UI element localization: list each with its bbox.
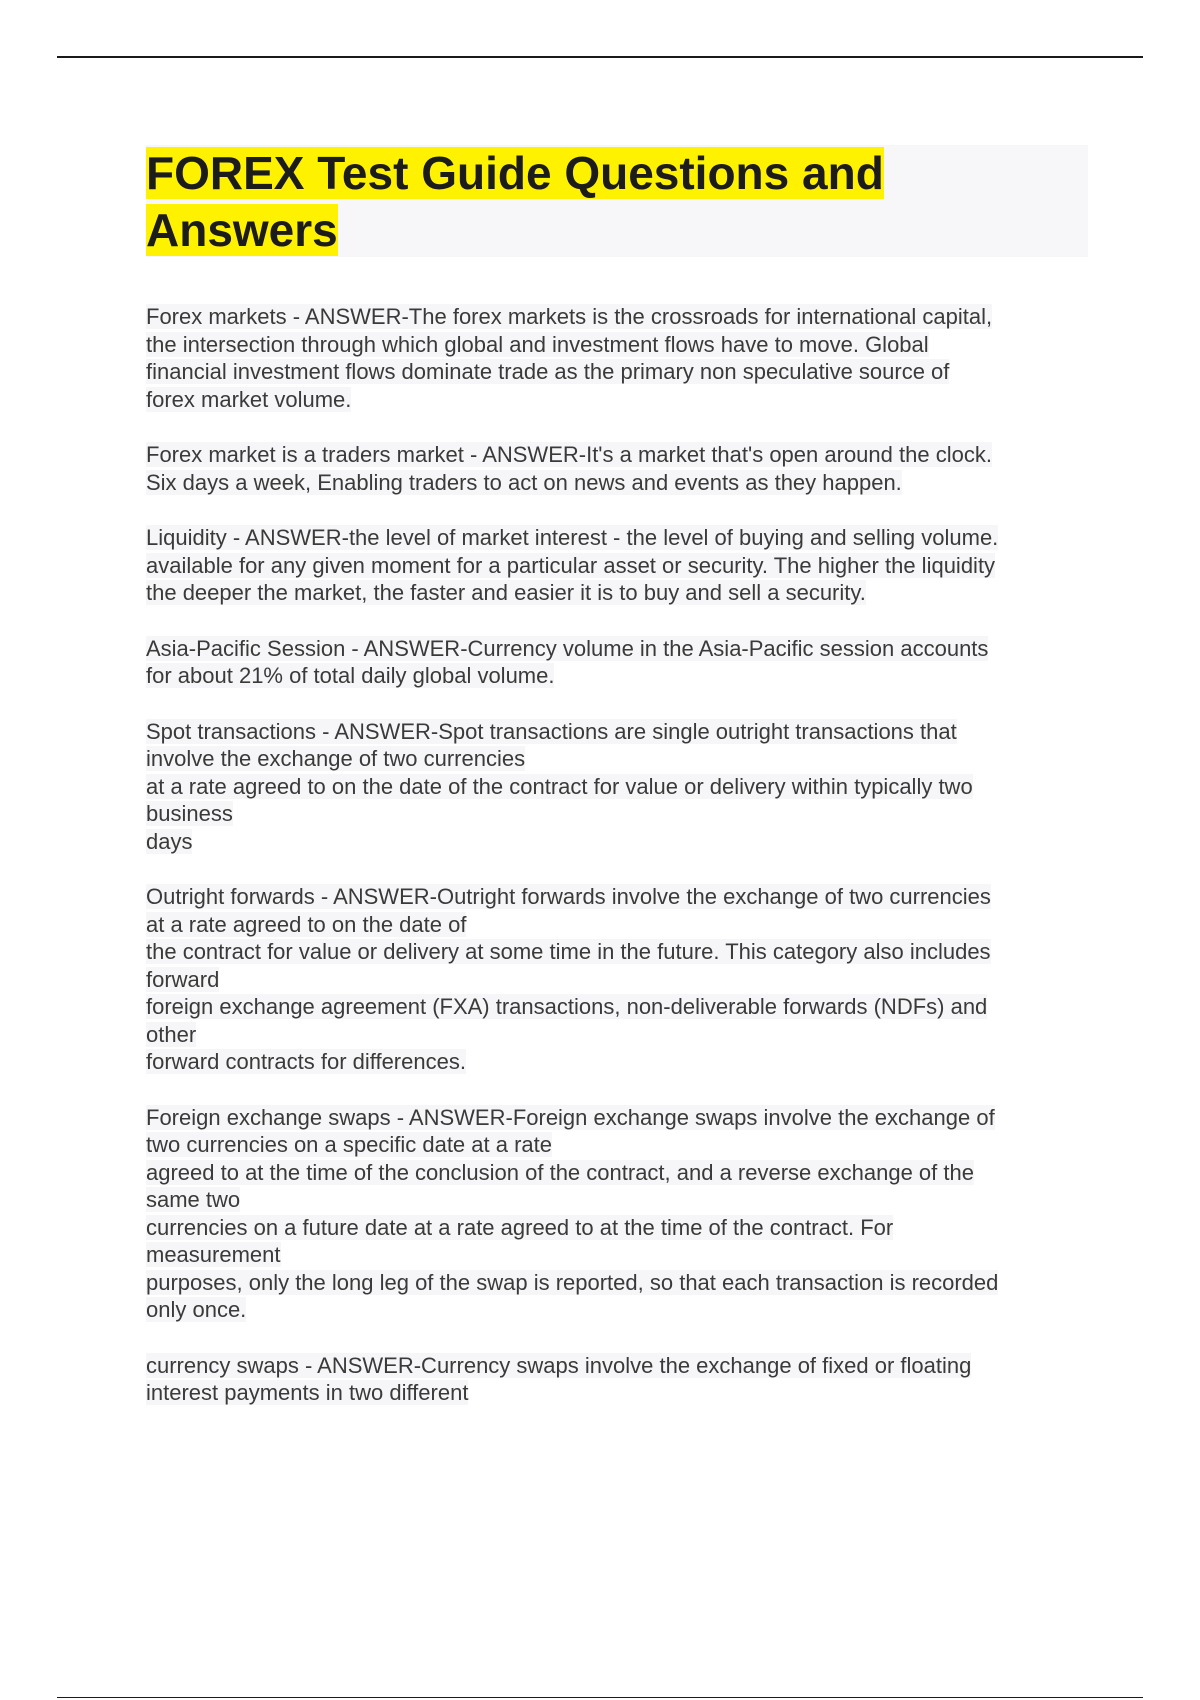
qa-line: currencies on a future date at a rate agreed to at the time of the contract. For — [146, 1214, 894, 1240]
qa-line: the contract for value or delivery at some time in the future. This category also includes — [146, 939, 991, 964]
qa-line: same two — [146, 1187, 241, 1212]
qa-line: Liquidity - ANSWER-the level of market interest - the level of buying and selling volume. — [146, 525, 999, 550]
qa-line: Forex market is a traders market - ANSWER-It's a market that's open around the clock. — [146, 442, 992, 467]
qa-entry-outright-forwards — [146, 883, 1096, 1076]
qa-line: at a rate agreed to on the date of — [146, 911, 467, 937]
qa-line: Forex markets - ANSWER-The forex markets is the crossroads for international capital, — [146, 304, 993, 329]
qa-line: interest payments in two different — [146, 1380, 469, 1405]
qa-line: forex market volume. — [146, 386, 352, 412]
qa-line: Outright forwards - ANSWER-Outright forwards involve the exchange of two currencies — [146, 884, 991, 909]
qa-line: days — [146, 828, 193, 854]
qa-line: business — [146, 801, 233, 826]
qa-line: measurement — [146, 1242, 281, 1267]
qa-line: Six days a week, Enabling traders to act on news and events as they happen. — [146, 469, 902, 495]
qa-entry-foreign-exchange-swaps — [146, 1104, 1096, 1324]
qa-entry-traders-market — [146, 441, 1096, 496]
qa-line: the intersection through which global and investment flows have to move. Global — [146, 331, 929, 357]
bottom-rule — [57, 1697, 1143, 1698]
qa-line: purposes, only the long leg of the swap is reported, so that each transaction is recorded — [146, 1269, 999, 1295]
qa-entry-liquidity — [146, 524, 1096, 607]
qa-line: the deeper the market, the faster and easier it is to buy and sell a security. — [146, 580, 866, 605]
qa-line: at a rate agreed to on the date of the contract for value or delivery within typically two — [146, 773, 973, 799]
qa-entry-forex-markets — [146, 303, 1096, 413]
top-rule — [57, 56, 1143, 58]
qa-line: foreign exchange agreement (FXA) transactions, non-deliverable forwards (NDFs) and — [146, 994, 988, 1019]
qa-line: only once. — [146, 1297, 247, 1322]
document-title — [146, 145, 1088, 259]
qa-entry-asia-pacific-session — [146, 635, 1096, 690]
qa-list — [146, 303, 1096, 1435]
qa-line: currency swaps - ANSWER-Currency swaps involve the exchange of fixed or floating — [146, 1352, 972, 1378]
title-block — [146, 145, 1088, 257]
qa-line: Foreign exchange swaps - ANSWER-Foreign exchange swaps involve the exchange of — [146, 1104, 995, 1130]
qa-line: forward contracts for differences. — [146, 1049, 466, 1074]
qa-entry-currency-swaps — [146, 1352, 1096, 1407]
title-line: FOREX Test Guide Questions and — [146, 147, 884, 199]
qa-line: two currencies on a specific date at a rate — [146, 1132, 552, 1157]
qa-line: available for any given moment for a particular asset or security. The higher the liquidity — [146, 552, 996, 578]
qa-line: Spot transactions - ANSWER-Spot transactions are single outright transactions that — [146, 718, 957, 744]
qa-line: Asia-Pacific Session - ANSWER-Currency volume in the Asia-Pacific session accounts — [146, 635, 989, 661]
qa-line: agreed to at the time of the conclusion of the contract, and a reverse exchange of the — [146, 1159, 974, 1185]
qa-entry-spot-transactions — [146, 718, 1096, 856]
qa-line: financial investment flows dominate trade as the primary non speculative source of — [146, 359, 950, 384]
qa-line: forward — [146, 966, 220, 992]
qa-line: involve the exchange of two currencies — [146, 746, 526, 771]
title-line: Answers — [146, 204, 338, 256]
qa-line: other — [146, 1021, 197, 1047]
qa-line: for about 21% of total daily global volume. — [146, 663, 555, 688]
